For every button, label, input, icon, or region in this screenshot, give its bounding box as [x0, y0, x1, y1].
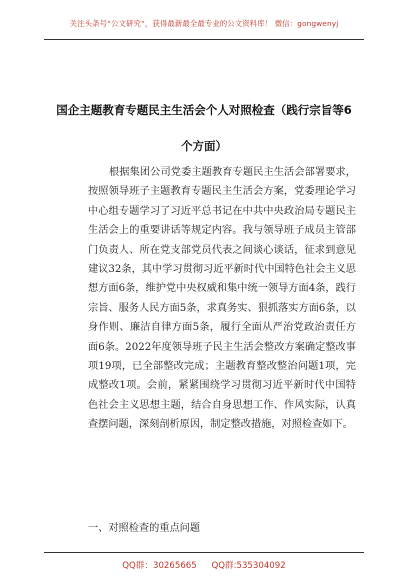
footer-divider: [44, 552, 364, 553]
footer: [0, 559, 408, 571]
header-banner: 关注头条号“公文研究”，获得最新最全最专业的公文资料库！ 微信：gongwenyj: [69, 19, 339, 28]
document-body: [88, 163, 356, 435]
document-title-line-1: 国企主题教育专题民主生活会个人对照检查（践行宗旨等6: [56, 103, 352, 117]
footer-qq-group-1: QQ群：30265665: [122, 561, 197, 571]
section-heading-1: 一、对照检查的重点问题: [88, 523, 201, 534]
header-divider: [44, 39, 364, 40]
footer-qq-group-2: QQ群:535304092: [211, 561, 286, 571]
document-title-line-2: 个方面）: [181, 139, 227, 153]
document-title: [44, 92, 364, 164]
body-paragraph: 根据集团公司党委主题教育专题民主生活会部署要求，按照领导班子主题教育专题民主生活会方案，党委理论学习中心组专题学习了习近平总书记在中共中央政治局专题民主生活会上的重要讲话等规定内容。我与领导班子成员主管部门负责人、所在党支部党员代表之间谈心谈话，征求到意见建议32条，其中学习贯彻习近平新时代中国特色社会主义思想方面6条，维护党中央权威和集中统一领导方面4条，践行宗旨、服务人民方面5条，求真务实、狠抓落实方面6条，以身作则、廉洁自律方面5条，履行全面从严治党政治责任方面6条。2022年度领导班子民主生活会整改方案确定整改事项19项，已全部整改完成；主题教育整改整治问题1项，完成整改1项。会前，紧紧围绕学习贯彻习近平新时代中国特色社会主义思想主题，结合自身思想工作、作风实际，认真查摆问题，深刻剖析原因，制定整改措施，对照检查如下。: [88, 167, 356, 431]
